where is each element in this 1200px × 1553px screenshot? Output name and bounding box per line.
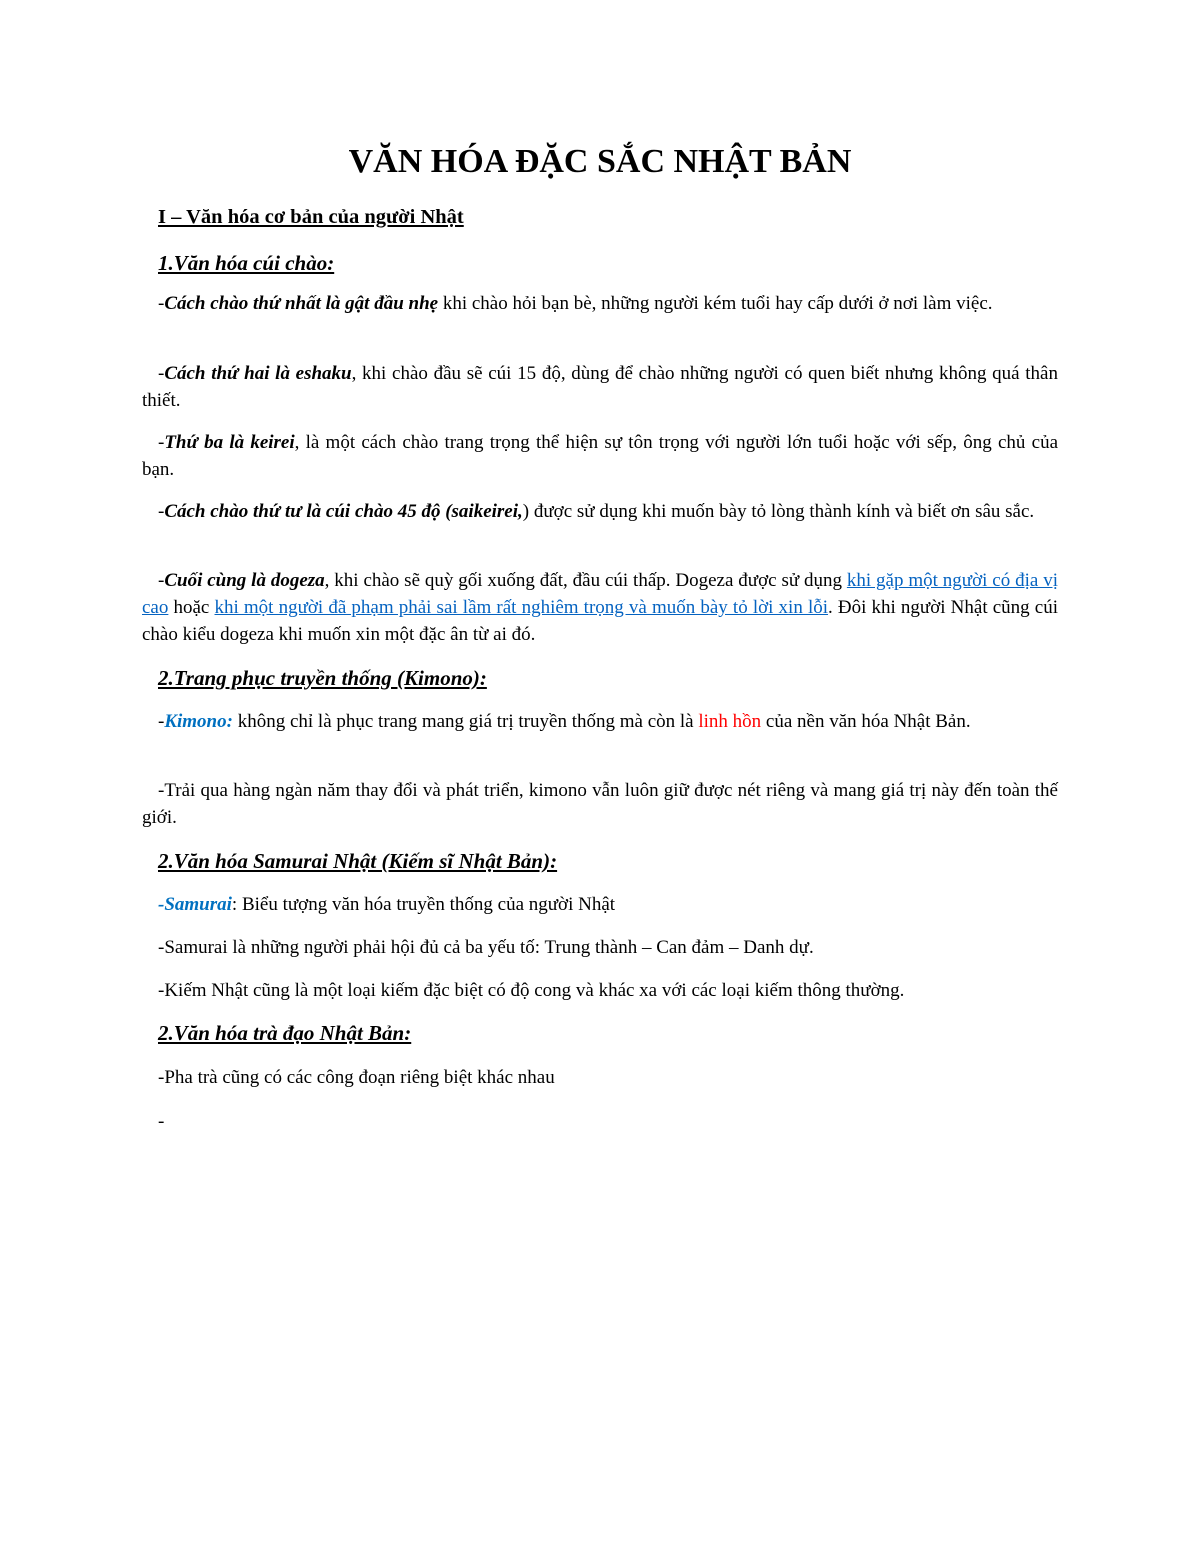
paragraph-greeting-4 xyxy=(142,498,1058,525)
paragraph-greeting-2 xyxy=(142,360,1058,414)
subheading-tea-ceremony: 2.Văn hóa trà đạo Nhật Bản: xyxy=(158,1021,412,1045)
bold-term: Cách chào thứ tư là cúi chào 45 độ (saikeirei, xyxy=(164,501,523,522)
paragraph-kimono-2: -Trải qua hàng ngàn năm thay đổi và phát triển, kimono vẫn luôn giữ được nét riêng và mang giá trị này đến toàn thế giới. xyxy=(142,780,1058,828)
paragraph-greeting-5 xyxy=(142,567,1058,648)
paragraph-tea-1: -Pha trà cũng có các công đoạn riêng biệt khác nhau xyxy=(158,1067,555,1088)
link-serious-mistake[interactable]: khi một người đã phạm phải sai lầm rất nghiêm trọng và muốn bày tỏ lời xin lỗi xyxy=(214,597,829,618)
paragraph-greeting-1 xyxy=(142,290,1058,317)
document-title: VĂN HÓA ĐẶC SẮC NHẬT BẢN xyxy=(348,143,852,180)
dash: - xyxy=(158,293,165,314)
subheading-greeting: 1.Văn hóa cúi chào: xyxy=(158,251,335,275)
dash: - xyxy=(158,363,165,384)
section-heading: I – Văn hóa cơ bản của người Nhật xyxy=(158,206,464,228)
paragraph-text: không chỉ là phục trang mang giá trị truyền thống mà còn là xyxy=(232,711,699,732)
paragraph-text: , khi chào sẽ quỳ gối xuống đất, đầu cúi thấp. Dogeza được sử dụng xyxy=(324,570,847,591)
bold-term: Cách chào thứ nhất là gật đầu nhẹ xyxy=(164,293,439,314)
paragraph-text: hoặc xyxy=(168,597,215,618)
bold-term: Thứ ba là keirei xyxy=(164,432,295,453)
link-high-status[interactable]: khi gặp một người có địa vị cao xyxy=(142,570,1058,618)
paragraph-greeting-3 xyxy=(142,429,1058,483)
dash: - xyxy=(158,570,165,591)
subheading-kimono: 2.Trang phục truyền thống (Kimono): xyxy=(158,666,487,690)
bold-term: Cách thứ hai là eshaku xyxy=(164,363,352,384)
highlight-red-text: linh hồn xyxy=(698,711,762,732)
paragraph-text: ) được sử dụng khi muốn bày tỏ lòng thành kính và biết ơn sâu sắc. xyxy=(522,501,1035,522)
paragraph-samurai-3: -Kiếm Nhật cũng là một loại kiếm đặc biệt có độ cong và khác xa với các loại kiếm thông thường. xyxy=(158,980,905,1001)
paragraph-tea-2: - xyxy=(158,1111,165,1132)
dash: - xyxy=(158,432,165,453)
paragraph-text: : Biểu tượng văn hóa truyền thống của người Nhật xyxy=(231,894,616,915)
samurai-term: -Samurai xyxy=(158,894,232,915)
paragraph-text: , khi chào đầu sẽ cúi 15 độ, dùng để chào những người có quen biết nhưng không quá thân thiết. xyxy=(142,363,1058,411)
subheading-samurai: 2.Văn hóa Samurai Nhật (Kiếm sĩ Nhật Bản): xyxy=(158,849,558,873)
paragraph-text: của nền văn hóa Nhật Bản. xyxy=(761,711,971,732)
paragraph-text: khi chào hỏi bạn bè, những người kém tuổi hay cấp dưới ở nơi làm việc. xyxy=(438,293,993,314)
dash: - xyxy=(158,711,165,732)
kimono-term: Kimono: xyxy=(164,711,233,732)
paragraph-samurai-2: -Samurai là những người phải hội đủ cả ba yếu tố: Trung thành – Can đảm – Danh dự. xyxy=(158,937,814,958)
bold-term: Cuối cùng là dogeza xyxy=(164,570,325,591)
paragraph-text: , là một cách chào trang trọng thể hiện sự tôn trọng với người lớn tuổi hoặc với sếp, ông chủ của bạn. xyxy=(142,432,1059,480)
paragraph-samurai-1 xyxy=(142,891,1058,918)
paragraph-text: . Đôi khi người Nhật cũng cúi chào kiểu dogeza khi muốn xin một đặc ân từ ai đó. xyxy=(142,597,1059,645)
paragraph-kimono-1 xyxy=(142,708,1058,735)
dash: - xyxy=(158,501,165,522)
